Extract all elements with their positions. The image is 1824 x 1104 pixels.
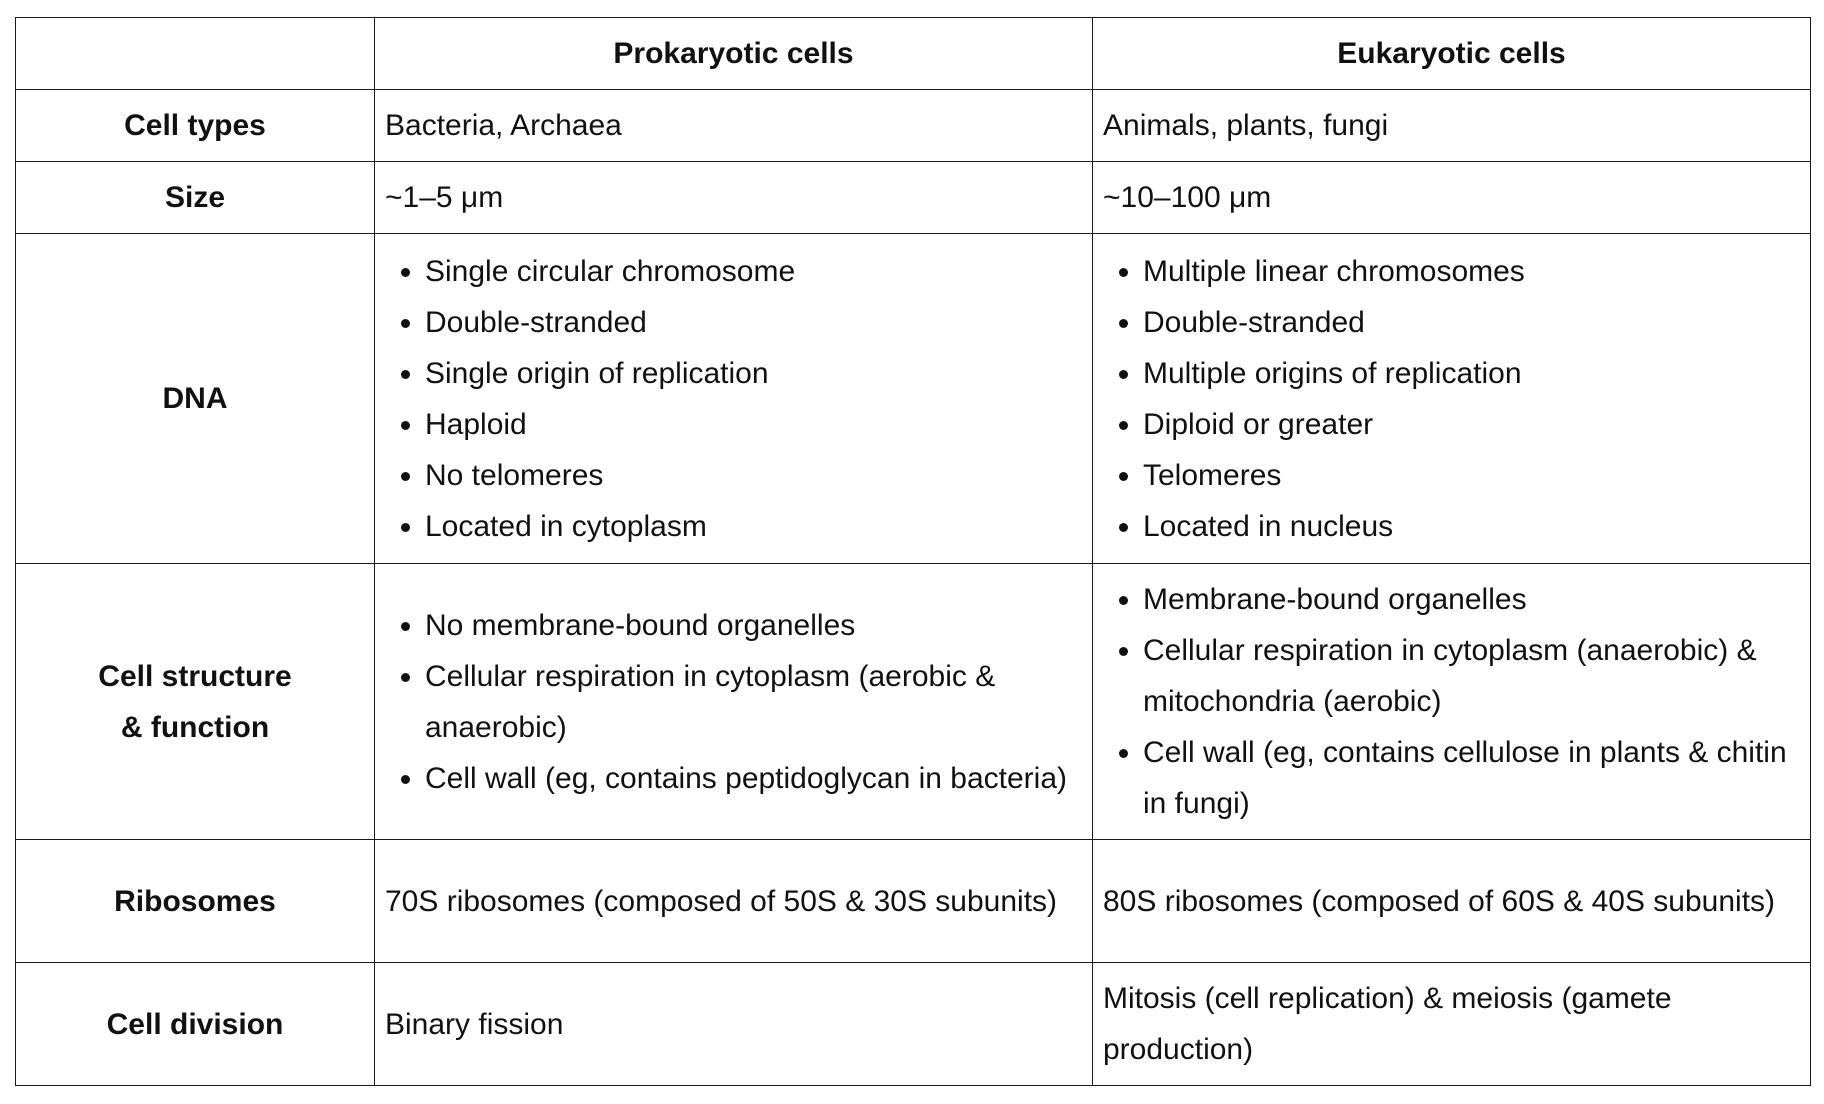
- table-row-size: [16, 162, 1811, 234]
- eukaryotic-cell: Animals, plants, fungi: [1093, 90, 1811, 162]
- row-label: Size: [16, 162, 375, 234]
- list-item: • Haploid: [425, 399, 1082, 450]
- list-item: • Diploid or greater: [1143, 399, 1800, 450]
- list-item: • Located in nucleus: [1143, 501, 1800, 552]
- bullet-list: [385, 246, 1082, 552]
- row-label: Cell types: [16, 90, 375, 162]
- list-item: • Telomeres: [1143, 450, 1800, 501]
- header-row: [16, 18, 1811, 90]
- eukaryotic-cell: ~10–100 μm: [1093, 162, 1811, 234]
- prokaryotic-header: Prokaryotic cells: [375, 18, 1093, 90]
- prokaryotic-cell: ~1–5 μm: [375, 162, 1093, 234]
- row-label-line: Cell structure: [98, 659, 292, 693]
- list-item: • Single circular chromosome: [425, 246, 1082, 297]
- prokaryotic-cell: 70S ribosomes (composed of 50S & 30S subunits): [375, 840, 1093, 963]
- list-item: • Located in cytoplasm: [425, 501, 1082, 552]
- list-item: • Multiple linear chromosomes: [1143, 246, 1800, 297]
- prokaryotic-cell: Binary fission: [375, 963, 1093, 1086]
- eukaryotic-cell: 80S ribosomes (composed of 60S & 40S subunits): [1093, 840, 1811, 963]
- list-item: • Cellular respiration in cytoplasm (aerobic & anaerobic): [425, 651, 1082, 753]
- table-row-cell-types: [16, 90, 1811, 162]
- prokaryotic-cell: [375, 564, 1093, 840]
- list-item: • No membrane-bound organelles: [425, 600, 1082, 651]
- prokaryotic-cell: Bacteria, Archaea: [375, 90, 1093, 162]
- eukaryotic-cell: [1093, 564, 1811, 840]
- list-item: • No telomeres: [425, 450, 1082, 501]
- list-item: • Membrane-bound organelles: [1143, 574, 1800, 625]
- row-label: [16, 564, 375, 840]
- eukaryotic-cell: [1093, 234, 1811, 564]
- list-item: • Multiple origins of replication: [1143, 348, 1800, 399]
- list-item: • Double-stranded: [425, 297, 1082, 348]
- list-item: • Cell wall (eg, contains cellulose in plants & chitin in fungi): [1143, 727, 1800, 829]
- table-row-ribosomes: [16, 840, 1811, 963]
- row-label: Ribosomes: [16, 840, 375, 963]
- list-item: • Cell wall (eg, contains peptidoglycan in bacteria): [425, 753, 1082, 804]
- row-label: Cell division: [16, 963, 375, 1086]
- table-row-dna: [16, 234, 1811, 564]
- bullet-list: [385, 600, 1082, 804]
- table-row-division: [16, 963, 1811, 1086]
- table-row-structure: [16, 564, 1811, 840]
- comparison-table: [15, 17, 1811, 1086]
- eukaryotic-cell: Mitosis (cell replication) & meiosis (gamete production): [1093, 963, 1811, 1086]
- bullet-list: [1103, 246, 1800, 552]
- row-label: DNA: [16, 234, 375, 564]
- bullet-list: [1103, 574, 1800, 829]
- row-label-line: & function: [120, 710, 270, 744]
- prokaryotic-cell: [375, 234, 1093, 564]
- list-item: • Cellular respiration in cytoplasm (anaerobic) & mitochondria (aerobic): [1143, 625, 1800, 727]
- list-item: • Double-stranded: [1143, 297, 1800, 348]
- list-item: • Single origin of replication: [425, 348, 1082, 399]
- corner-header: [16, 18, 375, 90]
- eukaryotic-header: Eukaryotic cells: [1093, 18, 1811, 90]
